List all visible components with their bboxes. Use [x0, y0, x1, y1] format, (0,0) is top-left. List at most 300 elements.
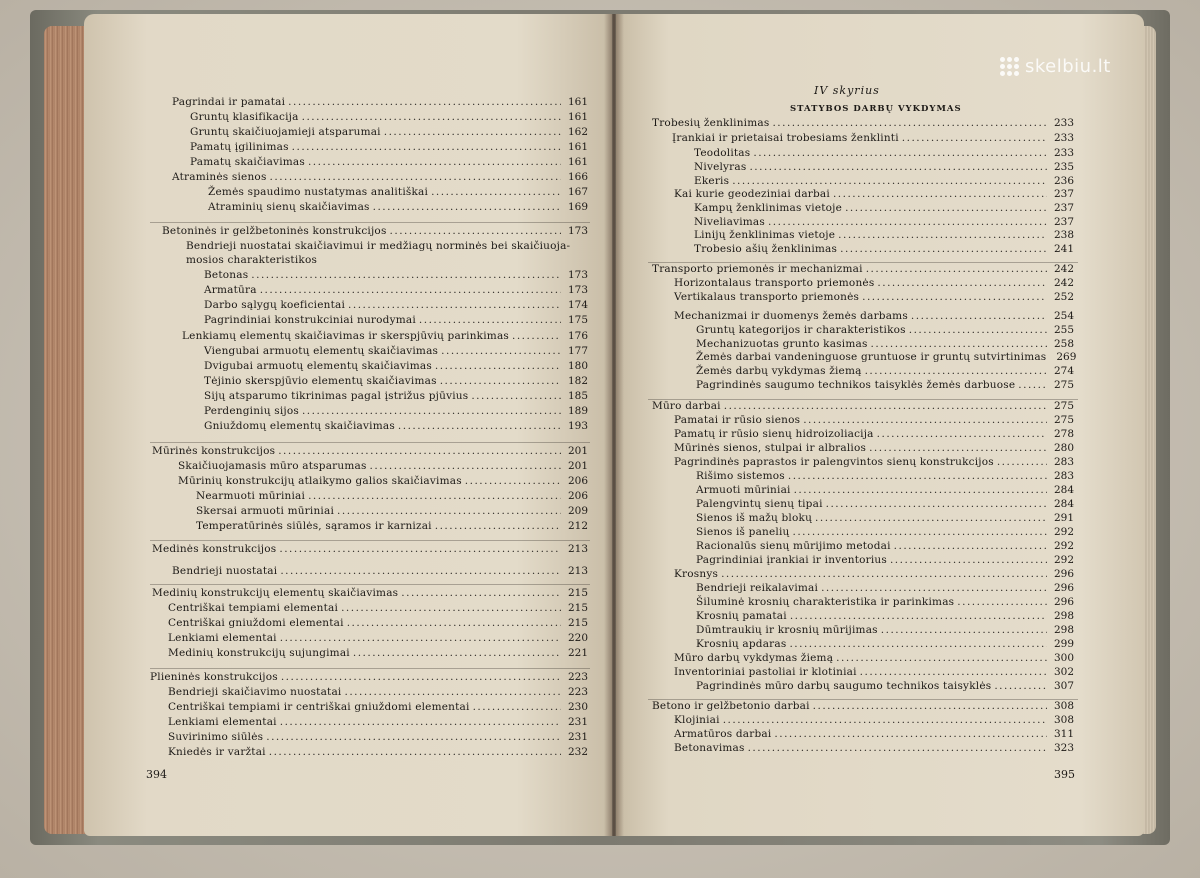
toc-entry-page: 237 [1053, 188, 1074, 200]
toc-entry-page: 206 [567, 490, 588, 502]
toc-entry-title: Centriškai gniuždomi elementai [168, 617, 344, 629]
toc-dot-leader [790, 609, 1047, 623]
toc-entry [152, 586, 588, 600]
watermark [1000, 56, 1111, 77]
toc-entry-title: Mūrinės konstrukcijos [152, 445, 276, 457]
toc-entry [168, 745, 588, 759]
toc-dot-leader [724, 399, 1047, 413]
toc-dot-leader [344, 685, 561, 699]
toc-entry-page: 284 [1053, 498, 1074, 510]
toc-entry-title: Mūro darbai [652, 400, 721, 412]
toc-entry-title: Pagrindinės saugumo technikos taisyklės žemės darbuose [696, 379, 1016, 391]
toc-entry-title: mosios charakteristikos [186, 254, 318, 266]
toc-dot-leader [865, 364, 1047, 378]
toc-entry-page: 176 [567, 330, 588, 342]
toc-entry-page: 177 [567, 345, 588, 357]
toc-dot-leader [732, 174, 1047, 188]
toc-entry-page: 302 [1053, 666, 1074, 678]
toc-entry-title: Perdenginių sijos [204, 405, 299, 417]
toc-entry [168, 715, 588, 729]
toc-dot-leader [994, 679, 1047, 693]
toc-entry [674, 413, 1074, 427]
toc-entry-page: 298 [1053, 610, 1074, 622]
toc-dot-leader [341, 601, 561, 615]
toc-dot-leader [302, 110, 561, 124]
toc-entry [696, 350, 1077, 364]
toc-entry-title: Trobesių ženklinimas [652, 117, 770, 129]
toc-dot-leader [292, 140, 561, 154]
toc-entry-title: Bendrieji skaičiavimo nuostatai [168, 686, 342, 698]
toc-entry-title: Mechanizmai ir duomenys žemės darbams [674, 310, 908, 322]
toc-entry-page: 231 [567, 731, 588, 743]
toc-entry-title: Trobesio ašių ženklinimas [694, 243, 838, 255]
toc-dot-leader [251, 268, 561, 282]
section-divider [150, 668, 590, 669]
toc-dot-leader [1018, 378, 1047, 392]
toc-entry-page: 296 [1053, 568, 1074, 580]
toc-entry [696, 553, 1074, 567]
toc-entry-title: Krosnių apdaras [696, 638, 787, 650]
toc-dot-leader [269, 745, 561, 759]
toc-entry-title: Žemės darbai vandeninguose gruntuose ir gruntų sutvirtinimas [696, 351, 1047, 363]
toc-entry [168, 700, 588, 714]
toc-entry-title: Betonavimas [674, 742, 745, 754]
toc-entry-title: Nearmuoti mūriniai [196, 490, 306, 502]
toc-entry [696, 469, 1074, 483]
toc-entry-title: Niveliavimas [694, 216, 765, 228]
toc-entry [696, 483, 1074, 497]
toc-entry-title: Kai kurie geodeziniai darbai [674, 188, 830, 200]
toc-entry-page: 232 [567, 746, 588, 758]
toc-entry-page: 201 [567, 445, 588, 457]
toc-entry [674, 665, 1074, 679]
toc-entry-title: Suvirinimo siūlės [168, 731, 264, 743]
toc-dot-leader [390, 224, 561, 238]
toc-entry [652, 116, 1074, 130]
toc-dot-leader [465, 474, 561, 488]
toc-dot-leader [723, 713, 1047, 727]
toc-entry-title: Pagrindinės paprastos ir palengvintos sienų konstrukcijos [674, 456, 994, 468]
toc-entry-page: 173 [567, 225, 588, 237]
toc-entry [172, 564, 588, 578]
toc-entry [168, 685, 588, 699]
toc-entry-title: Pamatų skaičiavimas [190, 156, 305, 168]
toc-entry-page: 283 [1053, 470, 1074, 482]
toc-dot-leader [871, 337, 1047, 351]
toc-dot-leader [748, 741, 1047, 755]
toc-entry-page: 162 [567, 126, 588, 138]
toc-entry [696, 609, 1074, 623]
toc-dot-leader [280, 715, 561, 729]
chapter-title: STATYBOS DARBŲ VYKDYMAS [790, 104, 962, 114]
toc-entry-page: 161 [567, 156, 588, 168]
toc-entry-title: Medinės konstrukcijos [152, 543, 277, 555]
toc-entry-page: 182 [567, 375, 588, 387]
toc-entry [696, 378, 1074, 392]
chapter-number: IV skyrius [814, 84, 880, 97]
toc-entry [186, 239, 588, 253]
toc-entry [190, 140, 588, 154]
toc-entry [204, 359, 588, 373]
toc-dot-leader [860, 665, 1047, 679]
toc-entry-title: Viengubai armuotų elementų skaičiavimas [204, 345, 439, 357]
toc-entry [674, 567, 1074, 581]
toc-entry-title: Bendrieji nuostatai skaičiavimui ir medžiagų norminės bei skaičiuoja- [186, 240, 571, 252]
toc-entry-page: 223 [567, 671, 588, 683]
toc-dot-leader [862, 290, 1047, 304]
toc-dot-leader [337, 504, 561, 518]
toc-entry-page: 215 [567, 587, 588, 599]
toc-entry-page: 174 [567, 299, 588, 311]
watermark-text: skelbiu.lt [1025, 56, 1111, 77]
toc-entry-page: 283 [1053, 456, 1074, 468]
toc-entry-title: Betono ir gelžbetonio darbai [652, 700, 810, 712]
section-divider [150, 540, 590, 541]
toc-entry [204, 283, 588, 297]
toc-entry-title: Skaičiuojamasis mūro atsparumas [178, 460, 367, 472]
toc-entry-page: 175 [567, 314, 588, 326]
toc-entry [694, 215, 1074, 229]
toc-entry [190, 155, 588, 169]
toc-entry-title: Armuoti mūriniai [696, 484, 791, 496]
toc-dot-leader [866, 262, 1047, 276]
toc-dot-leader [957, 595, 1047, 609]
toc-entry [694, 146, 1074, 160]
toc-entry-page: 221 [567, 647, 588, 659]
toc-entry-page: 284 [1053, 484, 1074, 496]
toc-entry-page: 292 [1053, 540, 1074, 552]
toc-entry-page: 237 [1053, 202, 1074, 214]
toc-entry-page: 269 [1056, 351, 1077, 363]
toc-entry-title: Racionalūs sienų mūrijimo metodai [696, 540, 891, 552]
toc-entry-page: 296 [1053, 582, 1074, 594]
toc-entry-title: Atraminių sienų skaičiavimas [208, 201, 370, 213]
toc-entry [696, 364, 1074, 378]
toc-entry [652, 262, 1074, 276]
toc-entry-title: Rišimo sistemos [696, 470, 785, 482]
toc-entry-page: 231 [567, 716, 588, 728]
toc-entry-title: Skersai armuoti mūriniai [196, 505, 335, 517]
toc-entry-title: Ekeris [694, 175, 730, 187]
toc-entry-page: 173 [567, 284, 588, 296]
toc-entry [204, 419, 588, 433]
toc-entry-title: Armatūra [204, 284, 257, 296]
toc-dot-leader [370, 459, 561, 473]
toc-dot-leader [441, 344, 561, 358]
toc-dot-leader [902, 131, 1047, 145]
toc-entry-title: Vertikalaus transporto priemonės [674, 291, 860, 303]
toc-dot-leader [877, 276, 1047, 290]
toc-entry [196, 489, 588, 503]
toc-entry-title: Sienos iš panelių [696, 526, 790, 538]
toc-entry-page: 308 [1053, 714, 1074, 726]
toc-entry-page: 161 [567, 96, 588, 108]
toc-entry-title: Gruntų klasifikacija [190, 111, 299, 123]
toc-entry-page: 241 [1053, 243, 1074, 255]
toc-entry-title: Pagrindiniai įrankiai ir inventorius [696, 554, 887, 566]
toc-dot-leader [353, 646, 561, 660]
toc-entry-page: 233 [1053, 147, 1074, 159]
toc-entry-title: Dūmtraukių ir krosnių mūrijimas [696, 624, 878, 636]
toc-entry-title: Betoninės ir gelžbetoninės konstrukcijos [162, 225, 387, 237]
toc-dot-leader [836, 651, 1047, 665]
book-gutter [604, 14, 624, 836]
toc-entry-title: Sijų atsparumo tikrinimas pagal įstrižus pjūvius [204, 390, 469, 402]
toc-entry-title: Pamatai ir rūsio sienos [674, 414, 801, 426]
toc-entry-page: 213 [567, 543, 588, 555]
toc-dot-leader [803, 413, 1047, 427]
toc-dot-leader [473, 700, 561, 714]
toc-dot-leader [308, 489, 561, 503]
toc-dot-leader [793, 525, 1048, 539]
toc-entry [652, 699, 1074, 713]
toc-dot-leader [826, 497, 1047, 511]
toc-entry [696, 539, 1074, 553]
toc-dot-leader [384, 125, 561, 139]
toc-entry-title: Mūrinių konstrukcijų atlaikymo galios skaičiavimas [178, 475, 462, 487]
toc-dot-leader [890, 553, 1047, 567]
toc-dot-leader [401, 586, 561, 600]
toc-dot-leader [435, 519, 561, 533]
toc-entry [190, 125, 588, 139]
toc-dot-leader [302, 404, 561, 418]
toc-entry-page: 169 [567, 201, 588, 213]
toc-entry-title: Žemės spaudimo nustatymas analitiškai [208, 186, 429, 198]
toc-dot-leader [260, 283, 561, 297]
toc-entry-page: 161 [567, 141, 588, 153]
toc-entry [694, 201, 1074, 215]
toc-entry-page: 180 [567, 360, 588, 372]
toc-entry [168, 730, 588, 744]
toc-entry [204, 268, 588, 282]
toc-entry-title: Lenkiami elementai [168, 632, 277, 644]
toc-entry-page: 299 [1053, 638, 1074, 650]
toc-dot-leader [398, 419, 561, 433]
toc-dot-leader [838, 228, 1047, 242]
toc-dot-leader [894, 539, 1047, 553]
toc-entry-page: 307 [1053, 680, 1074, 692]
toc-entry-title: Medinių konstrukcijų elementų skaičiavimas [152, 587, 399, 599]
toc-entry [186, 253, 588, 267]
toc-dot-leader [512, 329, 561, 343]
toc-entry-title: Mūro darbų vykdymas žiemą [674, 652, 834, 664]
toc-entry [172, 170, 588, 184]
toc-dot-leader [789, 637, 1047, 651]
toc-entry-page: 280 [1053, 442, 1074, 454]
toc-entry [196, 519, 588, 533]
toc-dot-leader [440, 374, 561, 388]
section-divider [150, 584, 590, 585]
toc-entry [168, 631, 588, 645]
toc-entry-page: 161 [567, 111, 588, 123]
toc-entry [150, 670, 588, 684]
toc-entry-title: Nivelyras [694, 161, 747, 173]
toc-entry [208, 185, 588, 199]
toc-dot-leader [909, 323, 1047, 337]
toc-entry-page: 275 [1053, 379, 1074, 391]
section-divider [150, 442, 590, 443]
toc-entry-title: Tėjinio skerspjūvio elementų skaičiavimas [204, 375, 437, 387]
toc-entry-page: 233 [1053, 132, 1074, 144]
toc-entry-page: 185 [567, 390, 588, 402]
toc-entry-title: Inventoriniai pastoliai ir klotiniai [674, 666, 857, 678]
toc-dot-leader [471, 389, 561, 403]
toc-entry-page: 223 [567, 686, 588, 698]
toc-entry [694, 160, 1074, 174]
toc-entry-page: 300 [1053, 652, 1074, 664]
toc-dot-leader [753, 146, 1047, 160]
toc-entry [674, 309, 1074, 323]
toc-dot-leader [419, 313, 561, 327]
toc-dot-leader [815, 511, 1047, 525]
toc-entry-page: 220 [567, 632, 588, 644]
toc-entry-page: 215 [567, 617, 588, 629]
toc-entry [674, 727, 1074, 741]
toc-entry-page: 235 [1053, 161, 1074, 173]
toc-dot-leader [794, 483, 1047, 497]
toc-entry-page: 242 [1053, 277, 1074, 289]
toc-dot-leader [877, 427, 1047, 441]
toc-entry-page: 193 [567, 420, 588, 432]
toc-entry-title: Klojiniai [674, 714, 720, 726]
toc-dot-leader [280, 564, 561, 578]
toc-entry-title: Dvigubai armuotų elementų skaičiavimas [204, 360, 432, 372]
toc-entry [696, 511, 1074, 525]
toc-entry-page: 237 [1053, 216, 1074, 228]
toc-dot-leader [279, 542, 561, 556]
toc-entry [674, 713, 1074, 727]
toc-entry-page: 275 [1053, 400, 1074, 412]
toc-entry-page: 166 [567, 171, 588, 183]
toc-entry [674, 290, 1074, 304]
toc-entry-page: 255 [1053, 324, 1074, 336]
toc-dot-leader [788, 469, 1047, 483]
toc-entry-page: 206 [567, 475, 588, 487]
toc-entry [696, 323, 1074, 337]
toc-dot-leader [435, 359, 561, 373]
toc-dot-leader [348, 298, 561, 312]
watermark-logo-icon [1000, 57, 1019, 76]
toc-entry-title: Bendrieji nuostatai [172, 565, 278, 577]
right-page-number: 395 [1054, 768, 1075, 781]
toc-entry [674, 741, 1074, 755]
toc-entry-page: 242 [1053, 263, 1074, 275]
toc-entry-page: 298 [1053, 624, 1074, 636]
toc-entry-page: 275 [1053, 414, 1074, 426]
toc-entry [696, 637, 1074, 651]
toc-entry [674, 427, 1074, 441]
toc-entry [674, 441, 1074, 455]
toc-entry [168, 646, 588, 660]
toc-entry-page: 292 [1053, 526, 1074, 538]
toc-entry-title: Mūrinės sienos, stulpai ir albralios [674, 442, 867, 454]
toc-entry-title: Pagrindinės mūro darbų saugumo technikos taisyklės [696, 680, 992, 692]
toc-entry [696, 581, 1074, 595]
toc-entry-title: Lenkiamų elementų skaičiavimas ir skerspjūvių parinkimas [182, 330, 509, 342]
toc-entry-title: Linijų ženklinimas vietoje [694, 229, 836, 241]
toc-dot-leader [266, 730, 561, 744]
toc-entry [696, 497, 1074, 511]
toc-entry-page: 230 [567, 701, 588, 713]
section-divider [150, 222, 590, 223]
toc-entry [182, 329, 588, 343]
toc-entry-title: Lenkiami elementai [168, 716, 277, 728]
toc-entry-title: Žemės darbų vykdymas žiemą [696, 365, 862, 377]
left-page-number: 394 [146, 768, 167, 781]
toc-entry-page: 274 [1053, 365, 1074, 377]
toc-entry-title: Centriškai tempiami elementai [168, 602, 339, 614]
toc-dot-leader [308, 155, 561, 169]
toc-entry-page: 254 [1053, 310, 1074, 322]
toc-entry [696, 623, 1074, 637]
toc-entry [162, 224, 588, 238]
toc-dot-leader [869, 441, 1047, 455]
toc-entry-page: 209 [567, 505, 588, 517]
toc-entry-title: Kampų ženklinimas vietoje [694, 202, 843, 214]
toc-dot-leader [821, 581, 1047, 595]
toc-entry-page: 291 [1053, 512, 1074, 524]
toc-entry [152, 542, 588, 556]
toc-entry-title: Temperatūrinės siūlės, sąramos ir karnizai [196, 520, 432, 532]
toc-entry-title: Betonas [204, 269, 249, 281]
toc-entry-title: Plieninės konstrukcijos [150, 671, 278, 683]
toc-entry [696, 337, 1074, 351]
toc-dot-leader [281, 670, 561, 684]
toc-entry [208, 200, 588, 214]
toc-entry [696, 525, 1074, 539]
toc-entry [694, 228, 1074, 242]
toc-entry-title: Įrankiai ir prietaisai trobesiams ženklinti [672, 132, 899, 144]
toc-entry-page: 189 [567, 405, 588, 417]
toc-dot-leader [911, 309, 1047, 323]
toc-entry [168, 616, 588, 630]
toc-dot-leader [813, 699, 1047, 713]
toc-entry-page: 173 [567, 269, 588, 281]
toc-dot-leader [774, 727, 1047, 741]
toc-dot-leader [768, 215, 1047, 229]
toc-entry-page: 323 [1053, 742, 1074, 754]
toc-entry [168, 601, 588, 615]
toc-entry [152, 444, 588, 458]
toc-entry-title: Bendrieji reikalavimai [696, 582, 819, 594]
toc-entry-title: Armatūros darbai [674, 728, 772, 740]
toc-dot-leader [997, 455, 1047, 469]
toc-entry [190, 110, 588, 124]
toc-dot-leader [347, 616, 561, 630]
toc-entry [696, 679, 1074, 693]
toc-dot-leader [881, 623, 1047, 637]
toc-entry-title: Pamatų įgilinimas [190, 141, 289, 153]
toc-entry-page: 308 [1053, 700, 1074, 712]
toc-entry-title: Teodolitas [694, 147, 751, 159]
toc-dot-leader [280, 631, 561, 645]
toc-entry-title: Krosnys [674, 568, 719, 580]
toc-entry [204, 313, 588, 327]
toc-entry [674, 651, 1074, 665]
toc-entry [172, 95, 588, 109]
toc-entry-page: 258 [1053, 338, 1074, 350]
toc-entry-title: Gniuždomų elementų skaičiavimas [204, 420, 395, 432]
toc-dot-leader [749, 160, 1047, 174]
toc-entry-page: 167 [567, 186, 588, 198]
toc-entry [178, 459, 588, 473]
toc-entry-page: 215 [567, 602, 588, 614]
toc-entry-page: 311 [1053, 728, 1074, 740]
toc-entry [694, 242, 1074, 256]
toc-entry [204, 344, 588, 358]
toc-entry-title: Pagrindai ir pamatai [172, 96, 286, 108]
toc-dot-leader [721, 567, 1047, 581]
